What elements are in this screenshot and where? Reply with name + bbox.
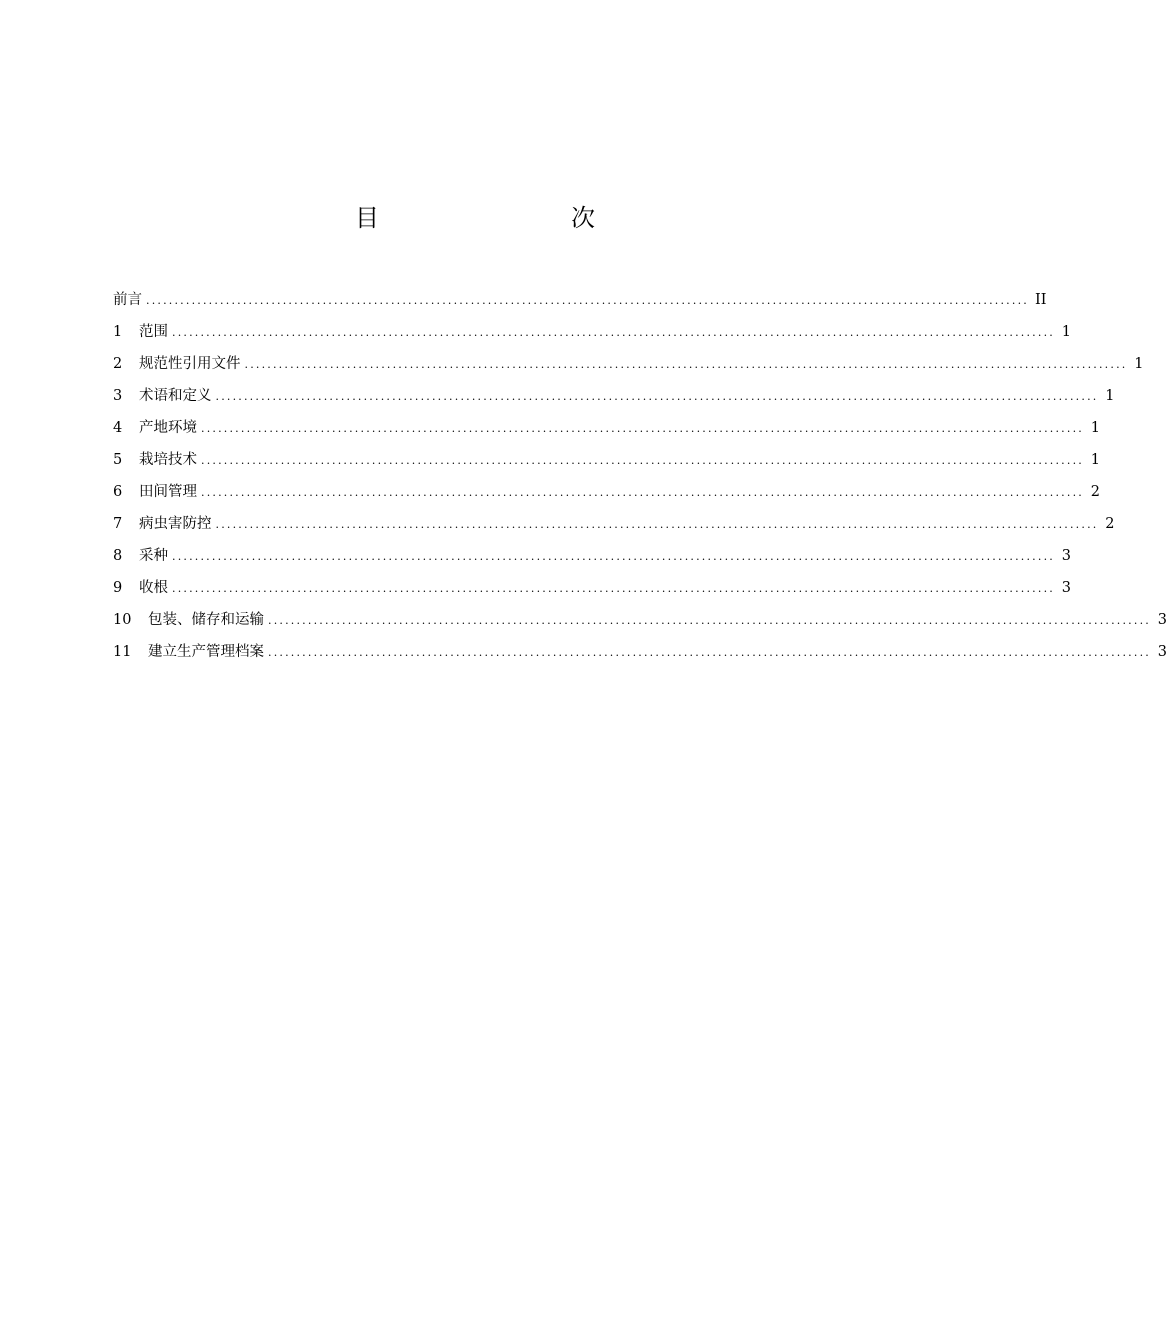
toc-entry-1[interactable] — [113, 316, 1071, 348]
toc-entry-4[interactable] — [113, 412, 1100, 444]
toc-entry-3[interactable] — [113, 380, 1115, 412]
toc-entry-7[interactable] — [113, 508, 1115, 540]
toc-leader-dots: ........................................................................................................................................................... — [215, 518, 1099, 531]
toc-entry-page: 3 — [1061, 580, 1071, 596]
toc-entry-number: 1 — [113, 324, 123, 340]
toc-entry-label: 病虫害防控 — [139, 516, 212, 532]
toc-entry-page: 3 — [1061, 548, 1071, 564]
toc-entry-label: 包装、储存和运输 — [148, 612, 264, 628]
toc-entry-page: 1 — [1105, 388, 1115, 404]
toc-entry-page: 2 — [1090, 484, 1100, 500]
toc-entry-label: 收根 — [139, 580, 168, 596]
toc-entry-page: 1 — [1061, 324, 1071, 340]
toc-entry-11[interactable] — [113, 636, 1167, 668]
toc-entry-8[interactable] — [113, 540, 1071, 572]
toc-entry-10[interactable] — [113, 604, 1167, 636]
toc-entry-6[interactable] — [113, 476, 1100, 508]
toc-leader-dots: ........................................................................................................................................................... — [146, 294, 1029, 307]
toc-entry-9[interactable] — [113, 572, 1071, 604]
toc-entry-foreword[interactable] — [113, 284, 1047, 316]
toc-leader-dots: ........................................................................................................................................................... — [201, 422, 1084, 435]
toc-entry-2[interactable] — [113, 348, 1144, 380]
toc-entry-page: 2 — [1105, 516, 1115, 532]
toc-entry-page: 1 — [1090, 420, 1100, 436]
toc-entry-label: 产地环境 — [139, 420, 197, 436]
toc-entry-page: II — [1034, 292, 1047, 308]
toc-entry-number: 9 — [113, 580, 123, 596]
page-title: 目 次 — [355, 204, 643, 232]
toc-entry-number: 7 — [113, 516, 123, 532]
toc-entry-page: 3 — [1157, 612, 1167, 628]
toc-entry-page: 3 — [1157, 644, 1167, 660]
toc-entry-label: 田间管理 — [139, 484, 197, 500]
toc-leader-dots: ........................................................................................................................................................... — [268, 614, 1151, 627]
toc-entry-number: 4 — [113, 420, 123, 436]
toc-leader-dots: ........................................................................................................................................................... — [172, 582, 1055, 595]
toc-entry-page: 1 — [1134, 356, 1144, 372]
toc-entry-number: 3 — [113, 388, 123, 404]
toc-entry-number: 2 — [113, 356, 123, 372]
toc-leader-dots: ........................................................................................................................................................... — [172, 326, 1055, 339]
toc-leader-dots: ........................................................................................................................................................... — [201, 486, 1084, 499]
toc-entry-number: 6 — [113, 484, 123, 500]
toc-entry-5[interactable] — [113, 444, 1100, 476]
toc-leader-dots: ........................................................................................................................................................... — [172, 550, 1055, 563]
toc-leader-dots: ........................................................................................................................................................... — [215, 390, 1099, 403]
toc-entry-label: 采种 — [139, 548, 168, 564]
toc-entry-label: 范围 — [139, 324, 168, 340]
toc-entry-number: 10 — [113, 612, 132, 628]
table-of-contents — [113, 284, 1167, 668]
toc-entry-label: 前言 — [113, 292, 142, 308]
toc-entry-label: 术语和定义 — [139, 388, 212, 404]
toc-entry-label: 规范性引用文件 — [139, 356, 241, 372]
toc-entry-label: 建立生产管理档案 — [148, 644, 264, 660]
toc-leader-dots: ........................................................................................................................................................... — [201, 454, 1084, 467]
toc-entry-page: 1 — [1090, 452, 1100, 468]
toc-entry-number: 8 — [113, 548, 123, 564]
toc-entry-label: 栽培技术 — [139, 452, 197, 468]
toc-entry-number: 11 — [113, 644, 132, 660]
toc-entry-number: 5 — [113, 452, 123, 468]
toc-leader-dots: ........................................................................................................................................................... — [244, 358, 1128, 371]
toc-leader-dots: ........................................................................................................................................................... — [268, 646, 1151, 659]
